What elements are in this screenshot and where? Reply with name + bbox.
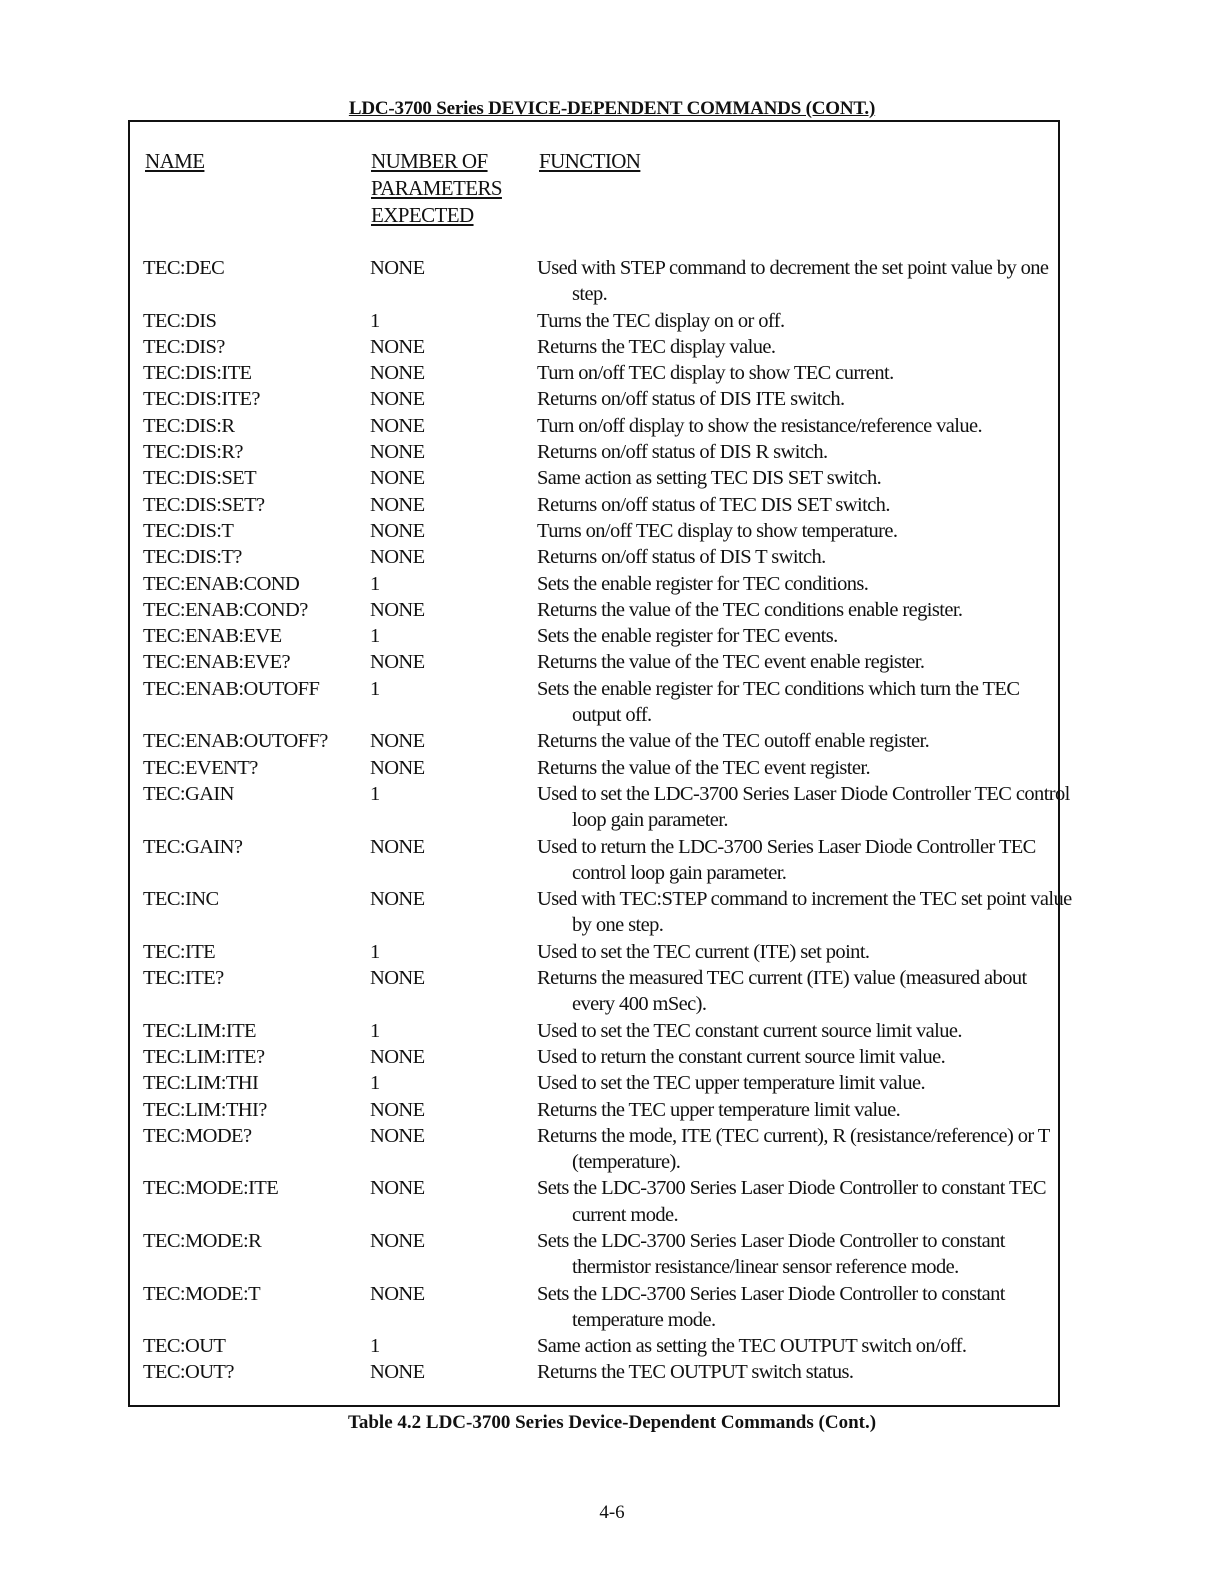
command-function: Returns the value of the TEC outoff enable register.	[537, 730, 930, 753]
table-row	[0, 439, 1224, 465]
command-function: Same action as setting TEC DIS SET switch.	[537, 467, 882, 490]
command-function: Turns on/off TEC display to show temperature.	[537, 519, 898, 542]
command-function: Returns the TEC upper temperature limit value.	[537, 1098, 901, 1121]
table-caption: Table 4.2 LDC-3700 Series Device-Dependent Commands (Cont.)	[347, 1412, 877, 1433]
parameter-count: NONE	[370, 1361, 425, 1384]
command-function: Used to set the TEC upper temperature limit value.	[537, 1072, 926, 1095]
page-title: LDC-3700 Series DEVICE-DEPENDENT COMMANDS (CONT.)	[348, 98, 876, 119]
table-row	[0, 1070, 1224, 1096]
header-name: NAME	[145, 149, 205, 173]
table-row	[0, 571, 1224, 597]
command-name: TEC:LIM:THI	[143, 1072, 259, 1095]
table-row	[0, 676, 1224, 729]
command-name: TEC:DIS:SET	[143, 467, 256, 490]
parameter-count: 1	[370, 1072, 380, 1095]
command-name: TEC:GAIN	[143, 782, 234, 805]
table-row	[0, 308, 1224, 334]
table-row	[0, 965, 1224, 1018]
header-parameters-line-2: PARAMETERS	[371, 176, 502, 200]
command-function: Used to set the LDC-3700 Series Laser Diode Controller TEC control loop gain parameter.	[537, 782, 1070, 832]
command-function: Returns the value of the TEC event enable register.	[537, 651, 925, 674]
table-row	[0, 1281, 1224, 1334]
table-row	[0, 834, 1224, 887]
command-name: TEC:LIM:ITE	[143, 1019, 256, 1042]
command-name: TEC:DIS?	[143, 335, 225, 358]
command-name: TEC:OUT?	[143, 1361, 234, 1384]
header-parameters-line-1: NUMBER OF	[371, 149, 488, 173]
parameter-count: 1	[370, 309, 380, 332]
command-function: Sets the LDC-3700 Series Laser Diode Controller to constant thermistor resistance/linear sensor reference mode.	[537, 1229, 1005, 1279]
table-row	[0, 544, 1224, 570]
parameter-count: NONE	[370, 835, 425, 858]
command-name: TEC:DIS:SET?	[143, 493, 265, 516]
table-row	[0, 886, 1224, 939]
command-name: TEC:DIS:R	[143, 414, 235, 437]
command-function: Returns on/off status of TEC DIS SET switch.	[537, 493, 890, 516]
parameter-count: NONE	[370, 756, 425, 779]
parameter-count: NONE	[370, 1229, 425, 1252]
command-name: TEC:DIS:ITE	[143, 362, 252, 385]
command-function: Sets the LDC-3700 Series Laser Diode Controller to constant temperature mode.	[537, 1282, 1005, 1331]
table-row	[0, 623, 1224, 649]
parameter-count: NONE	[370, 414, 425, 437]
command-name: TEC:OUT	[143, 1335, 226, 1358]
command-name: TEC:LIM:ITE?	[143, 1045, 265, 1068]
parameter-count: NONE	[370, 598, 425, 621]
table-row	[0, 1359, 1224, 1385]
parameter-count: NONE	[370, 257, 425, 279]
table-row	[0, 1018, 1224, 1044]
parameter-count: NONE	[370, 1282, 425, 1305]
command-function: Returns on/off status of DIS T switch.	[537, 546, 826, 569]
command-name: TEC:ENAB:EVE?	[143, 651, 291, 674]
table-row	[0, 939, 1224, 965]
command-function: Sets the LDC-3700 Series Laser Diode Controller to constant TEC current mode.	[537, 1177, 1046, 1226]
table-row	[0, 492, 1224, 518]
table-row	[0, 649, 1224, 675]
command-name: TEC:DIS:T	[143, 519, 234, 542]
table-row	[0, 1123, 1224, 1176]
command-name: TEC:LIM:THI?	[143, 1098, 267, 1121]
table-row	[0, 1044, 1224, 1070]
command-function: Turn on/off TEC display to show TEC current.	[537, 362, 894, 385]
table-row	[0, 255, 1224, 308]
command-name: TEC:MODE:R	[143, 1229, 262, 1252]
parameter-count: NONE	[370, 467, 425, 490]
command-function: Used to set the TEC constant current source limit value.	[537, 1019, 962, 1042]
command-rows	[0, 255, 1224, 1386]
table-row	[0, 1333, 1224, 1359]
parameter-count: 1	[370, 625, 380, 648]
parameter-count: 1	[370, 1019, 380, 1042]
command-function: Returns the TEC OUTPUT switch status.	[537, 1361, 854, 1384]
header-function: FUNCTION	[539, 149, 641, 173]
table-row	[0, 1175, 1224, 1228]
command-name: TEC:GAIN?	[143, 835, 243, 858]
command-name: TEC:ENAB:OUTOFF?	[143, 730, 328, 753]
parameter-count: 1	[370, 572, 380, 595]
parameter-count: NONE	[370, 388, 425, 411]
parameter-count: NONE	[370, 651, 425, 674]
command-function: Returns the value of the TEC conditions enable register.	[537, 598, 963, 621]
command-name: TEC:DIS:T?	[143, 546, 242, 569]
command-name: TEC:MODE:T	[143, 1282, 260, 1305]
table-row	[0, 518, 1224, 544]
table-row	[0, 360, 1224, 386]
command-function: Sets the enable register for TEC events.	[537, 625, 838, 648]
command-function: Returns the TEC display value.	[537, 335, 776, 358]
command-name: TEC:DEC	[143, 257, 225, 279]
parameter-count: NONE	[370, 1098, 425, 1121]
command-function: Sets the enable register for TEC conditions which turn the TEC output off.	[537, 677, 1020, 727]
command-function: Used with STEP command to decrement the set point value by one step.	[537, 257, 1049, 306]
parameter-count: NONE	[370, 1124, 425, 1147]
parameter-count: NONE	[370, 546, 425, 569]
table-row	[0, 1228, 1224, 1281]
command-name: TEC:EVENT?	[143, 756, 258, 779]
command-name: TEC:ENAB:COND?	[143, 598, 308, 621]
parameter-count: 1	[370, 677, 380, 700]
command-name: TEC:INC	[143, 888, 219, 911]
command-name: TEC:ITE?	[143, 967, 224, 990]
command-name: TEC:MODE:ITE	[143, 1177, 279, 1200]
command-function: Used with TEC:STEP command to increment the TEC set point value by one step.	[537, 888, 1072, 937]
page-number: 4-6	[599, 1502, 625, 1523]
table-row	[0, 386, 1224, 412]
parameter-count: NONE	[370, 335, 425, 358]
command-function: Used to return the constant current source limit value.	[537, 1045, 946, 1068]
command-function: Returns on/off status of DIS ITE switch.	[537, 388, 845, 411]
parameter-count: NONE	[370, 1177, 425, 1200]
parameter-count: 1	[370, 1335, 380, 1358]
table-header	[0, 148, 1224, 238]
command-function: Returns on/off status of DIS R switch.	[537, 441, 828, 464]
table-row	[0, 1097, 1224, 1123]
parameter-count: NONE	[370, 493, 425, 516]
table-row	[0, 781, 1224, 834]
command-function: Returns the mode, ITE (TEC current), R (resistance/reference) or T (temperature).	[537, 1124, 1050, 1174]
command-name: TEC:DIS:ITE?	[143, 388, 260, 411]
parameter-count: NONE	[370, 730, 425, 753]
table-row	[0, 597, 1224, 623]
command-name: TEC:ENAB:OUTOFF	[143, 677, 320, 700]
header-parameters-line-3: EXPECTED	[371, 203, 474, 227]
table-row	[0, 465, 1224, 491]
table-row	[0, 334, 1224, 360]
command-function: Sets the enable register for TEC conditions.	[537, 572, 869, 595]
parameter-count: NONE	[370, 362, 425, 385]
command-function: Returns the measured TEC current (ITE) value (measured about every 400 mSec).	[537, 967, 1027, 1016]
parameter-count: NONE	[370, 519, 425, 542]
header-parameters	[371, 148, 521, 229]
command-name: TEC:MODE?	[143, 1124, 252, 1147]
command-name: TEC:ENAB:COND	[143, 572, 300, 595]
table-row	[0, 413, 1224, 439]
parameter-count: 1	[370, 782, 380, 805]
parameter-count: NONE	[370, 441, 425, 464]
command-name: TEC:ENAB:EVE	[143, 625, 282, 648]
command-function: Turn on/off display to show the resistance/reference value.	[537, 414, 983, 437]
command-function: Same action as setting the TEC OUTPUT switch on/off.	[537, 1335, 967, 1358]
table-row	[0, 755, 1224, 781]
command-name: TEC:ITE	[143, 940, 216, 963]
command-function: Turns the TEC display on or off.	[537, 309, 785, 332]
parameter-count: 1	[370, 940, 380, 963]
parameter-count: NONE	[370, 888, 425, 911]
command-name: TEC:DIS	[143, 309, 217, 332]
table-row	[0, 728, 1224, 754]
command-function: Used to set the TEC current (ITE) set point.	[537, 940, 870, 963]
command-function: Returns the value of the TEC event register.	[537, 756, 871, 779]
parameter-count: NONE	[370, 967, 425, 990]
command-name: TEC:DIS:R?	[143, 441, 243, 464]
command-function: Used to return the LDC-3700 Series Laser Diode Controller TEC control loop gain parameter.	[537, 835, 1036, 884]
parameter-count: NONE	[370, 1045, 425, 1068]
